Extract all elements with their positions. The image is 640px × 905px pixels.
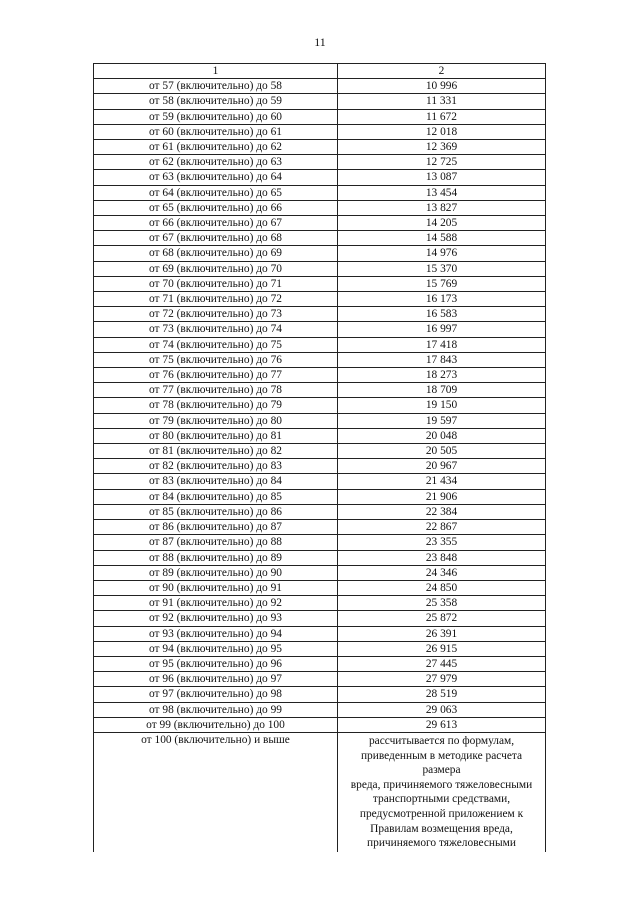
weight-range-cell: от 58 (включительно) до 59 [94,94,338,109]
amount-cell: 23 355 [338,535,546,550]
weight-range-cell: от 98 (включительно) до 99 [94,702,338,717]
amount-cell: 21 906 [338,489,546,504]
weight-range-cell: от 62 (включительно) до 63 [94,155,338,170]
table-row [94,428,546,443]
amount-cell: 15 769 [338,276,546,291]
table-header-row [94,64,546,79]
weight-range-cell: от 59 (включительно) до 60 [94,109,338,124]
amount-cell: 14 976 [338,246,546,261]
table-row [94,155,546,170]
weight-range-cell: от 94 (включительно) до 95 [94,641,338,656]
amount-cell: 29 613 [338,717,546,732]
weight-range-cell: от 91 (включительно) до 92 [94,596,338,611]
weight-range-cell: от 67 (включительно) до 68 [94,231,338,246]
weight-range-cell: от 61 (включительно) до 62 [94,140,338,155]
weight-range-cell: от 73 (включительно) до 74 [94,322,338,337]
weight-range-cell: от 87 (включительно) до 88 [94,535,338,550]
weight-range-cell: от 77 (включительно) до 78 [94,383,338,398]
table-row [94,520,546,535]
amount-cell: 18 273 [338,368,546,383]
table-row [94,231,546,246]
note-line: рассчитывается по формулам, [368,734,515,747]
weight-range-cell: от 93 (включительно) до 94 [94,626,338,641]
page-number: 11 [314,35,326,49]
table-row [94,565,546,580]
table-row [94,140,546,155]
table-row [94,474,546,489]
table-row [94,124,546,139]
amount-cell: 14 205 [338,216,546,231]
weight-range-cell: от 60 (включительно) до 61 [94,124,338,139]
weight-range-cell: от 72 (включительно) до 73 [94,307,338,322]
amount-cell: 22 867 [338,520,546,535]
weight-range-cell: от 97 (включительно) до 98 [94,687,338,702]
weight-range-cell: от 88 (включительно) до 89 [94,550,338,565]
amount-cell: 16 173 [338,292,546,307]
note-line: предусмотренной приложением к [359,807,524,820]
table-row [94,94,546,109]
weight-range-cell: от 100 (включительно) и выше [94,732,338,851]
column-header-2: 2 [338,64,546,79]
amount-cell: 12 725 [338,155,546,170]
weight-range-cell: от 78 (включительно) до 79 [94,398,338,413]
note-line: транспортными средствами, [372,793,511,806]
amount-cell: 15 370 [338,261,546,276]
table-row [94,626,546,641]
weight-range-cell: от 71 (включительно) до 72 [94,292,338,307]
weight-range-cell: от 89 (включительно) до 90 [94,565,338,580]
table-row [94,550,546,565]
weight-range-cell: от 90 (включительно) до 91 [94,580,338,595]
amount-cell: 10 996 [338,79,546,94]
amount-cell: 23 848 [338,550,546,565]
amount-cell: 17 418 [338,337,546,352]
weight-range-cell: от 84 (включительно) до 85 [94,489,338,504]
weight-range-cell: от 96 (включительно) до 97 [94,672,338,687]
amount-cell: 12 369 [338,140,546,155]
table-row [94,79,546,94]
table-row [94,170,546,185]
amount-cell: 18 709 [338,383,546,398]
weight-range-cell: от 79 (включительно) до 80 [94,413,338,428]
tariff-table [93,63,546,852]
amount-cell: 20 048 [338,428,546,443]
amount-cell: 20 505 [338,444,546,459]
amount-cell: 20 967 [338,459,546,474]
table-row [94,185,546,200]
amount-cell: 27 445 [338,656,546,671]
amount-cell: 16 583 [338,307,546,322]
weight-range-cell: от 80 (включительно) до 81 [94,428,338,443]
weight-range-cell: от 63 (включительно) до 64 [94,170,338,185]
table-row [94,200,546,215]
note-line: Правилам возмещения вреда, [370,822,513,835]
weight-range-cell: от 70 (включительно) до 71 [94,276,338,291]
weight-range-cell: от 86 (включительно) до 87 [94,520,338,535]
note-line: приведенным в методике расчета размера [360,749,523,777]
weight-range-cell: от 83 (включительно) до 84 [94,474,338,489]
table-row [94,596,546,611]
weight-range-cell: от 85 (включительно) до 86 [94,504,338,519]
weight-range-cell: от 68 (включительно) до 69 [94,246,338,261]
table-row-last [94,732,546,851]
amount-cell: 28 519 [338,687,546,702]
table-row [94,717,546,732]
table-row [94,702,546,717]
table-row [94,672,546,687]
table-row [94,261,546,276]
weight-range-cell: от 74 (включительно) до 75 [94,337,338,352]
weight-range-cell: от 82 (включительно) до 83 [94,459,338,474]
table-row [94,322,546,337]
weight-range-cell: от 95 (включительно) до 96 [94,656,338,671]
table-row [94,687,546,702]
amount-cell: 19 150 [338,398,546,413]
table-row [94,580,546,595]
amount-cell: 14 588 [338,231,546,246]
amount-cell: 17 843 [338,352,546,367]
amount-cell: 27 979 [338,672,546,687]
table-row [94,641,546,656]
table-row [94,109,546,124]
table-row [94,383,546,398]
weight-range-cell: от 75 (включительно) до 76 [94,352,338,367]
table-row [94,337,546,352]
weight-range-cell: от 64 (включительно) до 65 [94,185,338,200]
table-row [94,611,546,626]
note-line: вреда, причиняемого тяжеловесными [350,778,533,791]
amount-cell: 26 391 [338,626,546,641]
weight-range-cell: от 57 (включительно) до 58 [94,79,338,94]
amount-cell: 22 384 [338,504,546,519]
table-row [94,276,546,291]
weight-range-cell: от 69 (включительно) до 70 [94,261,338,276]
weight-range-cell: от 81 (включительно) до 82 [94,444,338,459]
table-row [94,307,546,322]
amount-cell: 13 454 [338,185,546,200]
amount-cell: 29 063 [338,702,546,717]
table-row [94,656,546,671]
amount-cell: 11 331 [338,94,546,109]
table-row [94,489,546,504]
amount-cell: 26 915 [338,641,546,656]
table-row [94,216,546,231]
table-row [94,246,546,261]
weight-range-cell: от 66 (включительно) до 67 [94,216,338,231]
table-row [94,459,546,474]
amount-cell: 12 018 [338,124,546,139]
table-row [94,292,546,307]
weight-range-cell: от 76 (включительно) до 77 [94,368,338,383]
column-header-1: 1 [94,64,338,79]
table-row [94,535,546,550]
amount-cell: 11 672 [338,109,546,124]
weight-range-cell: от 99 (включительно) до 100 [94,717,338,732]
table-row [94,352,546,367]
amount-cell: 13 827 [338,200,546,215]
table-body [94,79,546,852]
weight-range-cell: от 65 (включительно) до 66 [94,200,338,215]
amount-cell: 16 997 [338,322,546,337]
amount-cell: 25 872 [338,611,546,626]
amount-cell: 21 434 [338,474,546,489]
amount-cell: 19 597 [338,413,546,428]
table-row [94,398,546,413]
amount-cell: 13 087 [338,170,546,185]
weight-range-cell: от 92 (включительно) до 93 [94,611,338,626]
table-row [94,504,546,519]
amount-cell: 24 850 [338,580,546,595]
table-row [94,368,546,383]
amount-cell: 25 358 [338,596,546,611]
note-line: причиняемого тяжеловесными [367,837,516,850]
table-row [94,413,546,428]
formula-note-cell [338,732,546,851]
amount-cell: 24 346 [338,565,546,580]
table-row [94,444,546,459]
